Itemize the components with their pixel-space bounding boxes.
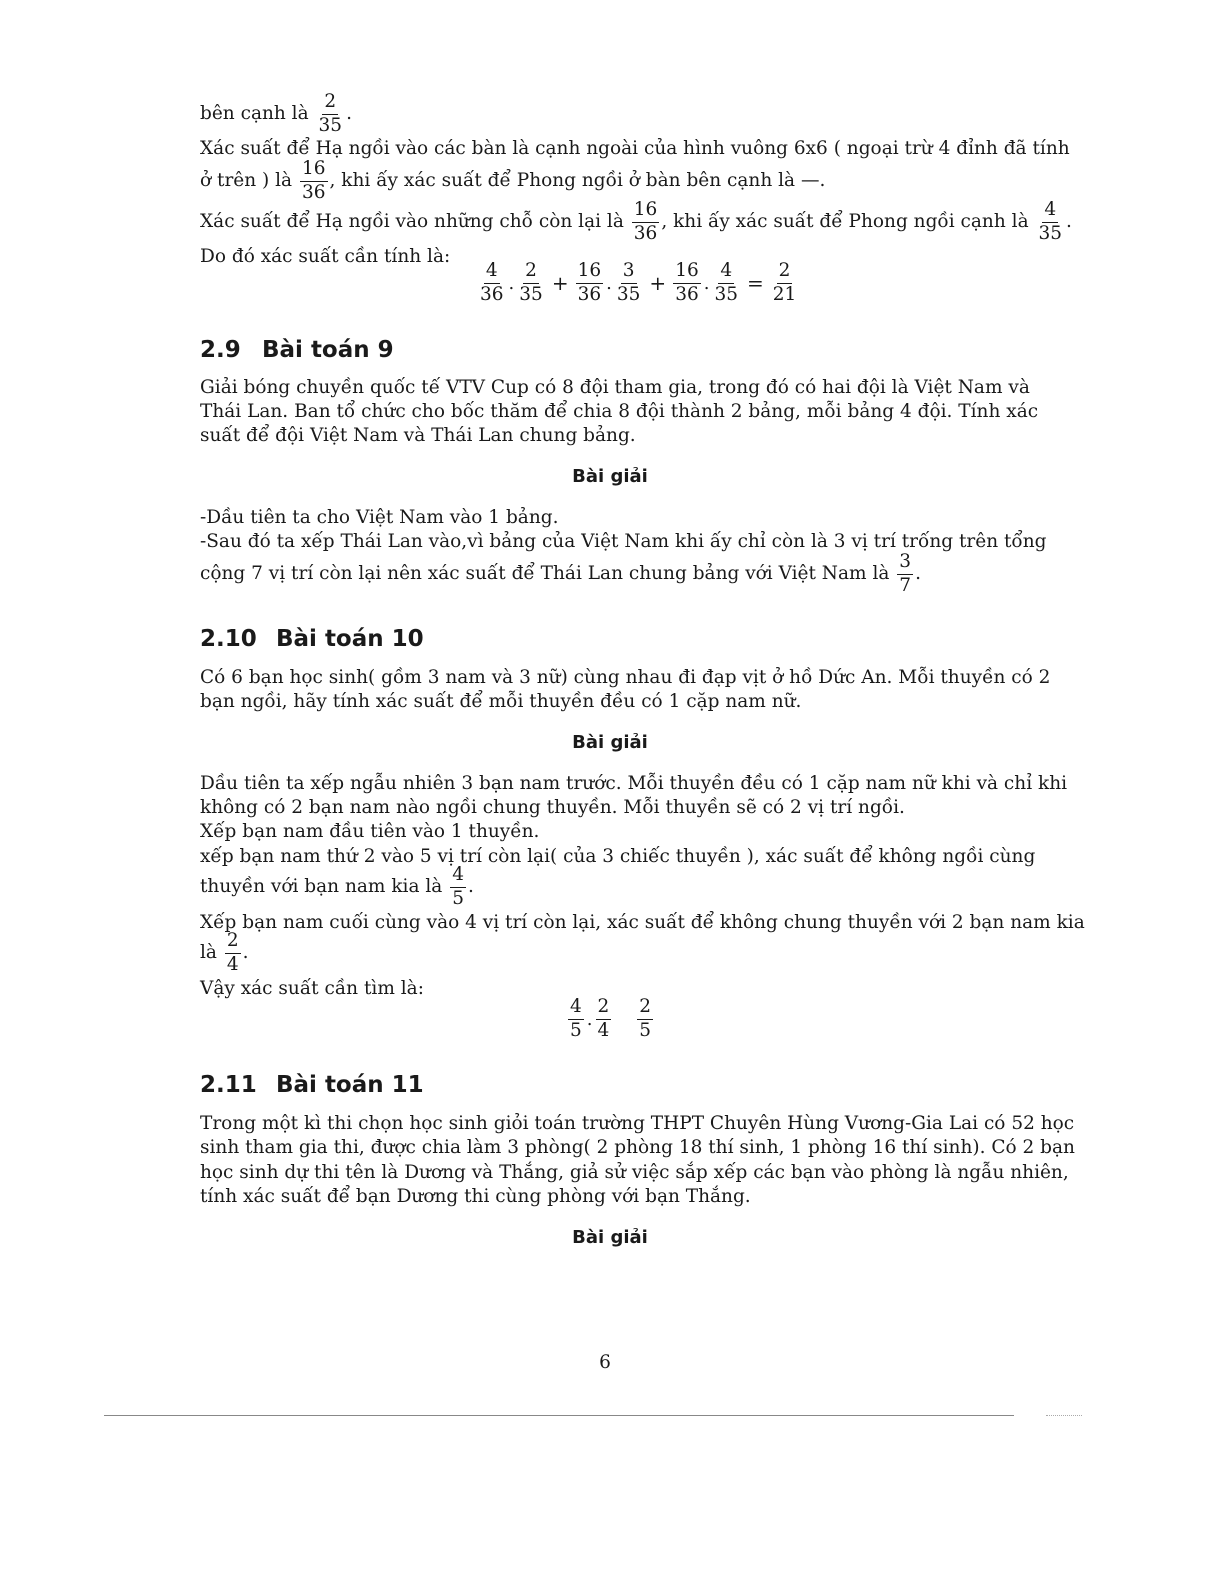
- solution-heading: Bài giải: [572, 466, 648, 487]
- paragraph-line: Xác suất để Hạ ngồi vào các bàn là cạnh ngoài của hình vuông 6x6 ( ngoại trừ 4 đỉnh đã tính: [200, 138, 1070, 159]
- page-number: 6: [599, 1352, 611, 1373]
- paragraph-line: Giải bóng chuyền quốc tế VTV Cup có 8 đội tham gia, trong đó có hai đội là Việt Nam và: [200, 377, 1030, 398]
- fraction: $\frac{4}{5}$: [452, 864, 464, 909]
- paragraph-line: bạn ngồi, hãy tính xác suất để mỗi thuyền đều có 1 cặp nam nữ.: [200, 691, 802, 712]
- paragraph-line: ở trên ) là $\frac{16}{36}$ , khi ấy xác suất để Phong ngồi ở bàn bên cạnh là —.: [200, 158, 826, 203]
- section-heading: 2.11 Bài toán 11: [200, 1072, 424, 1098]
- fraction: $\frac{4}{5}$: [570, 996, 582, 1041]
- fraction: $\frac{16}{36}$: [301, 158, 326, 203]
- paragraph-line: Xác suất để Hạ ngồi vào những chỗ còn lại là $\frac{16}{36}$ , khi ấy xác suất để Phong ngồi cạnh là $\frac{4}{35}$ .: [200, 199, 1072, 244]
- fraction: $\frac{4}{35}$: [1038, 199, 1063, 244]
- display-equation: $\frac{4}{36}$ . $\frac{2}{35}$ + $\frac{16}{36}$ . $\frac{3}{35}$ + $\frac{16}{36}$ . $\frac{4}{35}$ = $\frac{2}{21}$: [480, 260, 797, 305]
- paragraph-line: không có 2 bạn nam nào ngồi chung thuyền. Mỗi thuyền sẽ có 2 vị trí ngồi.: [200, 797, 905, 818]
- solution-heading: Bài giải: [572, 732, 648, 753]
- paragraph-line: -Dầu tiên ta cho Việt Nam vào 1 bảng.: [200, 507, 559, 528]
- paragraph-line: Trong một kì thi chọn học sinh giỏi toán trường THPT Chuyên Hùng Vương-Gia Lai có 52 học: [200, 1113, 1075, 1134]
- fraction: $\frac{4}{35}$: [714, 260, 739, 305]
- paragraph-line: Do đó xác suất cần tính là:: [200, 246, 451, 267]
- fraction: $\frac{2}{35}$: [318, 91, 343, 136]
- fraction: $\frac{2}{35}$: [519, 260, 543, 305]
- fraction: $\frac{3}{35}$: [616, 260, 641, 305]
- fraction: $\frac{16}{36}$: [633, 199, 658, 244]
- paragraph-line: -Sau đó ta xếp Thái Lan vào,vì bảng của Việt Nam khi ấy chỉ còn là 3 vị trí trống trên tổng: [200, 531, 1047, 552]
- fraction: $\frac{2}{5}$: [639, 996, 652, 1041]
- paragraph-line: Vậy xác suất cần tìm là:: [200, 978, 424, 999]
- solution-heading: Bài giải: [572, 1227, 648, 1248]
- paragraph-line: cộng 7 vị trí còn lại nên xác suất để Thái Lan chung bảng với Việt Nam là $\frac{3}{7}$ .: [200, 551, 921, 596]
- paragraph-line: Dầu tiên ta xếp ngẫu nhiên 3 bạn nam trước. Mỗi thuyền đều có 1 cặp nam nữ khi và chỉ khi: [200, 773, 1068, 794]
- paragraph-line: thuyền với bạn nam kia là $\frac{4}{5}$ .: [200, 864, 474, 909]
- section-heading: 2.10 Bài toán 10: [200, 626, 424, 652]
- paragraph-line: Xếp bạn nam đầu tiên vào 1 thuyền.: [200, 821, 540, 842]
- fraction: $\frac{2}{4}$: [597, 996, 610, 1041]
- fraction: $\frac{3}{7}$: [899, 551, 912, 596]
- paragraph-line: suất để đội Việt Nam và Thái Lan chung bảng.: [200, 425, 636, 446]
- paragraph-line: Xếp bạn nam cuối cùng vào 4 vị trí còn lại, xác suất để không chung thuyền với 2 bạn nam kia: [200, 912, 1085, 933]
- paragraph-line: là $\frac{2}{4}$ .: [200, 930, 249, 975]
- fraction: $\frac{2}{21}$: [772, 260, 797, 305]
- paragraph-line: Có 6 bạn học sinh( gồm 3 nam và 3 nữ) cùng nhau đi đạp vịt ở hồ Dức An. Mỗi thuyền có 2: [200, 667, 1051, 688]
- page-divider-fragment: [1046, 1415, 1082, 1417]
- paragraph-line: học sinh dự thi tên là Dương và Thắng, giả sử việc sắp xếp các bạn vào phòng là ngẫu nhiên,: [200, 1162, 1069, 1183]
- section-heading: 2.9 Bài toán 9: [200, 337, 394, 363]
- fraction: $\frac{4}{36}$: [480, 260, 504, 305]
- display-equation: $\frac{4}{5}$ . $\frac{2}{4}$ $\frac{2}{5}$: [570, 996, 652, 1041]
- paragraph-line: bên cạnh là $\frac{2}{35}$ .: [200, 91, 352, 136]
- paragraph-line: tính xác suất để bạn Dương thi cùng phòng với bạn Thắng.: [200, 1186, 751, 1207]
- page-divider: [104, 1415, 1014, 1416]
- paragraph-line: sinh tham gia thi, được chia làm 3 phòng( 2 phòng 18 thí sinh, 1 phòng 16 thí sinh). Có 2 bạn: [200, 1137, 1075, 1158]
- fraction: $\frac{2}{4}$: [226, 930, 239, 975]
- fraction: $\frac{16}{36}$: [675, 260, 699, 305]
- paragraph-line: xếp bạn nam thứ 2 vào 5 vị trí còn lại( của 3 chiếc thuyền ), xác suất để không ngồi cùng: [200, 846, 1036, 867]
- fraction: $\frac{16}{36}$: [577, 260, 602, 305]
- paragraph-line: Thái Lan. Ban tổ chức cho bốc thăm để chia 8 đội thành 2 bảng, mỗi bảng 4 đội. Tính xác: [200, 401, 1039, 422]
